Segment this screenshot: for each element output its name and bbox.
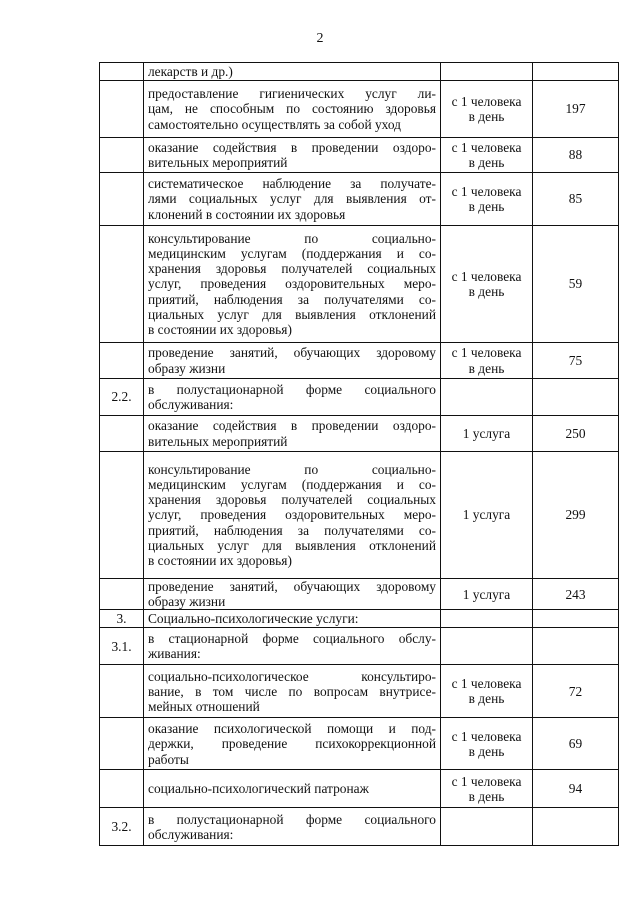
service-name-line: лями социальных услуг для выявления от- xyxy=(148,191,436,207)
unit-line: в день xyxy=(468,199,505,214)
table-row xyxy=(100,343,619,379)
unit-line: с 1 человека xyxy=(451,139,522,155)
service-name-line: консультирование по социально- xyxy=(148,230,436,246)
service-name-line: приятий, наблюдения за получателями со- xyxy=(148,522,436,538)
unit-cell xyxy=(441,173,533,226)
unit-cell xyxy=(441,665,533,718)
service-name-line: социально-психологический патронаж xyxy=(148,781,369,797)
service-name-line: в состоянии их здоровья) xyxy=(148,553,292,568)
service-name-line: циальных услуг для выявления отклонений xyxy=(148,306,436,322)
service-name-line: лекарств и др.) xyxy=(148,63,233,79)
price-value: 250 xyxy=(533,416,619,452)
service-name xyxy=(144,808,441,846)
service-name-line: обслуживания: xyxy=(148,397,234,412)
price-value: 197 xyxy=(533,81,619,138)
service-name xyxy=(144,416,441,452)
service-name-line: медицинским услугам (поддержания и со- xyxy=(148,476,436,492)
row-number: 2.2. xyxy=(100,379,144,416)
service-name-line: хранения здоровья получателей социальных xyxy=(148,261,436,277)
service-name xyxy=(144,81,441,138)
service-name-line: в стационарной форме социального обслу- xyxy=(148,631,436,647)
price-value: 243 xyxy=(533,579,619,610)
unit-cell xyxy=(441,579,533,610)
table-row xyxy=(100,81,619,138)
unit-line: 1 услуга xyxy=(462,586,511,602)
service-name-line: самостоятельно осуществлять за собой уход xyxy=(148,116,401,132)
unit-cell xyxy=(441,379,533,416)
service-name xyxy=(144,770,441,808)
service-name-line: предоставление гигиенических услуг ли- xyxy=(148,86,436,102)
service-name-line: проведение занятий, обучающих здоровому xyxy=(148,345,436,361)
service-name-line: вительных мероприятий xyxy=(148,433,288,449)
unit-cell xyxy=(441,808,533,846)
service-name xyxy=(144,138,441,173)
service-name-line: услуг, проведения оздоровительных меро- xyxy=(148,507,436,523)
service-name-line: живания: xyxy=(148,646,201,662)
unit-line: в день xyxy=(468,360,505,376)
row-number xyxy=(100,665,144,718)
price-value: 88 xyxy=(533,138,619,173)
service-name-line: держки, проведение психокоррекционной xyxy=(148,736,436,752)
table-row xyxy=(100,579,619,610)
unit-line: с 1 человека xyxy=(451,728,522,744)
unit-line: с 1 человека xyxy=(451,268,522,284)
price-value: 75 xyxy=(533,343,619,379)
page-number: 2 xyxy=(316,31,324,46)
service-name xyxy=(144,226,441,343)
table-row xyxy=(100,452,619,579)
price-value xyxy=(533,379,619,416)
unit-line: с 1 человека xyxy=(451,345,522,361)
service-name-line: обслуживания: xyxy=(148,826,234,842)
service-name-line: консультирование по социально- xyxy=(148,461,436,477)
table-row xyxy=(100,628,619,665)
unit-cell xyxy=(441,770,533,808)
service-name xyxy=(144,665,441,718)
table-row xyxy=(100,416,619,452)
unit-line: в день xyxy=(468,691,505,707)
service-name-line: оказание содействия в проведении оздоро- xyxy=(148,139,436,155)
price-value: 299 xyxy=(533,452,619,579)
service-name-line: оказание содействия в проведении оздоро- xyxy=(148,418,436,434)
row-number: 3.2. xyxy=(100,808,144,846)
service-name-line: систематическое наблюдение за получате- xyxy=(148,176,436,192)
table-row xyxy=(100,808,619,846)
row-number xyxy=(100,81,144,138)
service-name-line: хранения здоровья получателей социальных xyxy=(148,492,436,508)
service-name-line: мейных отношений xyxy=(148,699,260,714)
price-value: 72 xyxy=(533,665,619,718)
unit-cell xyxy=(441,416,533,452)
table-row xyxy=(100,226,619,343)
unit-cell xyxy=(441,138,533,173)
price-value xyxy=(533,610,619,628)
row-number xyxy=(100,173,144,226)
row-number xyxy=(100,416,144,452)
row-number xyxy=(100,63,144,81)
unit-cell xyxy=(441,628,533,665)
unit-line: 1 услуга xyxy=(462,425,511,441)
table-row xyxy=(100,770,619,808)
service-name-line: клонений в состоянии их здоровья xyxy=(148,206,346,222)
service-name xyxy=(144,343,441,379)
table-row xyxy=(100,718,619,770)
service-name xyxy=(144,452,441,579)
row-number xyxy=(100,343,144,379)
service-name-line: вительных мероприятий xyxy=(148,155,288,170)
unit-line: в день xyxy=(468,284,505,299)
unit-cell xyxy=(441,718,533,770)
unit-cell xyxy=(441,343,533,379)
unit-line: с 1 человека xyxy=(451,676,522,692)
service-name xyxy=(144,579,441,610)
service-name-line: в полустационарной форме социального xyxy=(148,811,436,827)
row-number xyxy=(100,138,144,173)
row-number xyxy=(100,770,144,808)
service-name-line: проведение занятий, обучающих здоровому xyxy=(148,579,436,594)
service-name-line: социально-психологическое консультиро- xyxy=(148,668,436,684)
service-name xyxy=(144,628,441,665)
service-name-line: в полустационарной форме социального xyxy=(148,381,436,397)
unit-cell xyxy=(441,452,533,579)
price-value: 69 xyxy=(533,718,619,770)
tariff-table xyxy=(99,62,619,846)
service-name xyxy=(144,718,441,770)
unit-line: в день xyxy=(468,109,505,124)
service-name-line: образу жизни xyxy=(148,360,226,376)
service-name-line: работы xyxy=(148,751,189,767)
table-row xyxy=(100,63,619,81)
unit-cell xyxy=(441,610,533,628)
service-name-line: медицинским услугам (поддержания и со- xyxy=(148,245,436,261)
unit-line: с 1 человека xyxy=(451,93,522,109)
service-name xyxy=(144,63,441,81)
price-value: 94 xyxy=(533,770,619,808)
price-value xyxy=(533,628,619,665)
row-number xyxy=(100,452,144,579)
service-name xyxy=(144,173,441,226)
service-name-line: в состоянии их здоровья) xyxy=(148,322,292,337)
row-number: 3.1. xyxy=(100,628,144,665)
unit-cell xyxy=(441,226,533,343)
table-row xyxy=(100,173,619,226)
unit-cell xyxy=(441,63,533,81)
service-name xyxy=(144,379,441,416)
unit-line: с 1 человека xyxy=(451,773,522,789)
service-name-line: оказание психологической помощи и под- xyxy=(148,721,436,737)
table-row xyxy=(100,138,619,173)
row-number xyxy=(100,718,144,770)
table-row xyxy=(100,379,619,416)
row-number: 3. xyxy=(100,610,144,628)
service-name-line: приятий, наблюдения за получателями со- xyxy=(148,291,436,307)
price-value xyxy=(533,808,619,846)
price-value xyxy=(533,63,619,81)
unit-line: 1 услуга xyxy=(462,507,511,523)
service-name-line: циальных услуг для выявления отклонений xyxy=(148,537,436,553)
table-row xyxy=(100,665,619,718)
price-value: 59 xyxy=(533,226,619,343)
service-name-line: услуг, проведения оздоровительных меро- xyxy=(148,276,436,292)
row-number xyxy=(100,579,144,610)
service-name-line: Социально-психологические услуги: xyxy=(148,611,359,627)
service-name-line: цам, не способным по состоянию здоровья xyxy=(148,101,436,117)
unit-cell xyxy=(441,81,533,138)
service-name-line: вание, в том числе по вопросам внутрисе- xyxy=(148,683,436,699)
price-value: 85 xyxy=(533,173,619,226)
unit-line: в день xyxy=(468,788,505,804)
row-number xyxy=(100,226,144,343)
table-row xyxy=(100,610,619,628)
unit-line: с 1 человека xyxy=(451,183,522,199)
unit-line: в день xyxy=(468,155,505,170)
service-name xyxy=(144,610,441,628)
unit-line: в день xyxy=(468,743,505,759)
service-name-line: образу жизни xyxy=(148,594,226,610)
